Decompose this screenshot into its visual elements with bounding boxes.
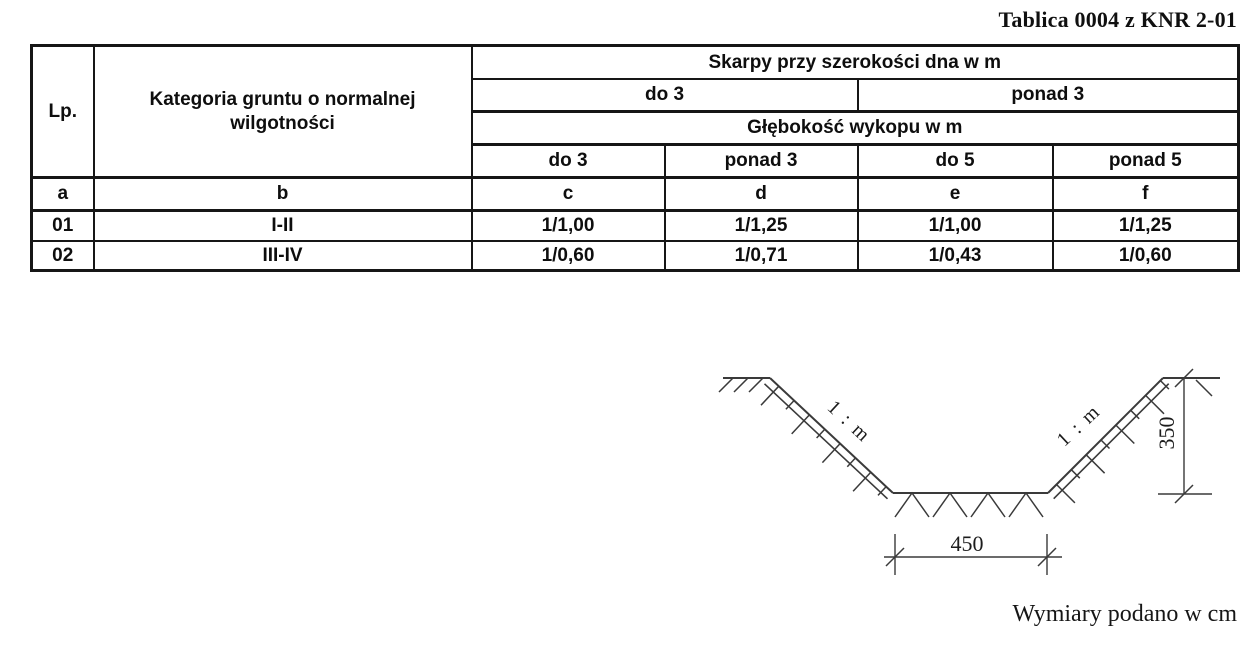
bottom-hatch: [895, 493, 1043, 517]
header-depth: Głębokość wykopu w m: [472, 112, 1239, 145]
width-dimension-label: 450: [950, 531, 984, 556]
cell-value: 1/1,00: [858, 211, 1053, 241]
units-note: Wymiary podano w cm: [1012, 601, 1237, 627]
left-slope-line: [770, 378, 893, 493]
col-header-category: Kategoria gruntu o normalnej wilgotności: [94, 46, 472, 178]
cell-lp: 01: [32, 211, 94, 241]
cell-value: 1/1,25: [1053, 211, 1239, 241]
letter-b: b: [94, 178, 472, 211]
letter-f: f: [1053, 178, 1239, 211]
page-title: Tablica 0004 z KNR 2-01: [998, 7, 1237, 32]
depth-dimension-label: 350: [1154, 416, 1179, 450]
cell-value: 1/0,43: [858, 241, 1053, 271]
cell-value: 1/0,60: [472, 241, 665, 271]
table-row: [32, 241, 1239, 271]
header-skarpy: Skarpy przy szerokości dna w m: [472, 46, 1239, 79]
trench-cross-section-diagram: [690, 350, 1246, 590]
cell-value: 1/1,00: [472, 211, 665, 241]
table-header-row-1: [32, 46, 1239, 79]
slope-table: [30, 44, 1240, 272]
cell-value: 1/0,71: [665, 241, 858, 271]
left-slope-parallel-line: [765, 384, 888, 499]
left-ground-hatch: [719, 378, 763, 392]
header-width-ponad3: ponad 3: [858, 79, 1239, 112]
header-width-do3: do 3: [472, 79, 858, 112]
letter-d: d: [665, 178, 858, 211]
header-depth-do5: do 5: [858, 145, 1053, 178]
letter-e: e: [858, 178, 1053, 211]
left-slope-ratio-label: 1 : m: [822, 396, 876, 448]
cell-lp: 02: [32, 241, 94, 271]
header-depth-ponad3: ponad 3: [665, 145, 858, 178]
letter-a: a: [32, 178, 94, 211]
table-row: [32, 211, 1239, 241]
cell-value: 1/1,25: [665, 211, 858, 241]
header-depth-ponad5: ponad 5: [1053, 145, 1239, 178]
cell-category: I-II: [94, 211, 472, 241]
width-dimension: [884, 531, 1062, 575]
cell-category: III-IV: [94, 241, 472, 271]
letter-row: [32, 178, 1239, 211]
right-ground-hatch: [1196, 380, 1212, 396]
right-slope-ratio-label: 1 : m: [1052, 400, 1106, 452]
cell-value: 1/0,60: [1053, 241, 1239, 271]
header-depth-do3: do 3: [472, 145, 665, 178]
letter-c: c: [472, 178, 665, 211]
col-header-lp: Lp.: [32, 46, 94, 178]
